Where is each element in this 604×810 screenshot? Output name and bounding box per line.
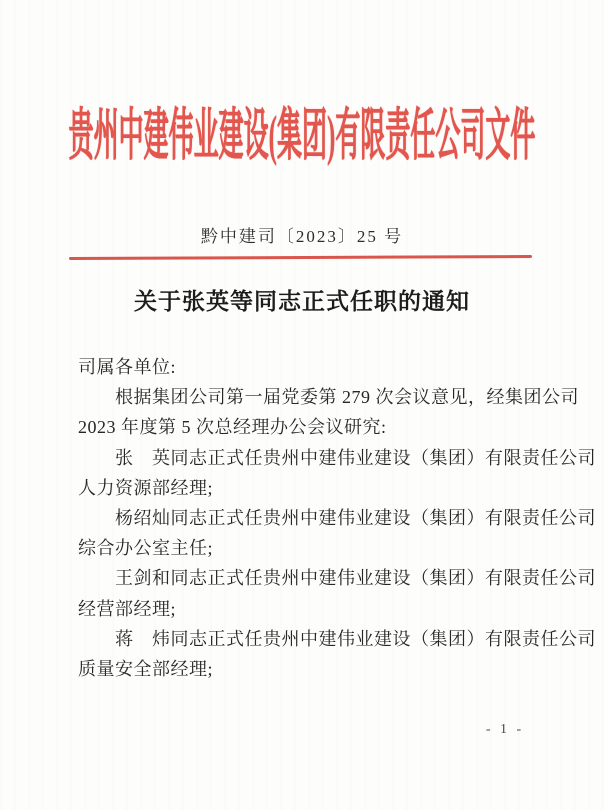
body-line: 经营部经理; [78, 598, 177, 619]
doc-number: 黔中建司〔2023〕25 号 [200, 227, 404, 246]
body-line: 张 英同志正式任贵州中建伟业建设（集团）有限责任公司 [115, 447, 596, 468]
body-line: 根据集团公司第一届党委第 279 次会议意见，经集团公司 [115, 387, 579, 408]
body-line: 杨绍灿同志正式任贵州中建伟业建设（集团）有限责任公司 [115, 507, 596, 528]
red-header-org-title: 贵州中建伟业建设(集团)有限责任公司文件 [68, 106, 536, 168]
document-body [78, 352, 596, 684]
body-line: 王剑和同志正式任贵州中建伟业建设（集团）有限责任公司 [115, 568, 596, 589]
doc-title: 关于张英等同志正式任职的通知 [134, 288, 470, 314]
body-line: 质量安全部经理; [78, 658, 214, 679]
body-line-salutation: 司属各单位: [78, 357, 177, 377]
body-line: 蒋 炜同志正式任贵州中建伟业建设（集团）有限责任公司 [115, 628, 596, 649]
body-line: 人力资源部经理; [78, 477, 214, 498]
body-line: 综合办公室主任; [78, 538, 214, 559]
body-line: 2023 年度第 5 次总经理办公会议研究: [78, 417, 387, 438]
red-divider-line [69, 255, 532, 260]
page-number: - 1 - [485, 722, 525, 737]
